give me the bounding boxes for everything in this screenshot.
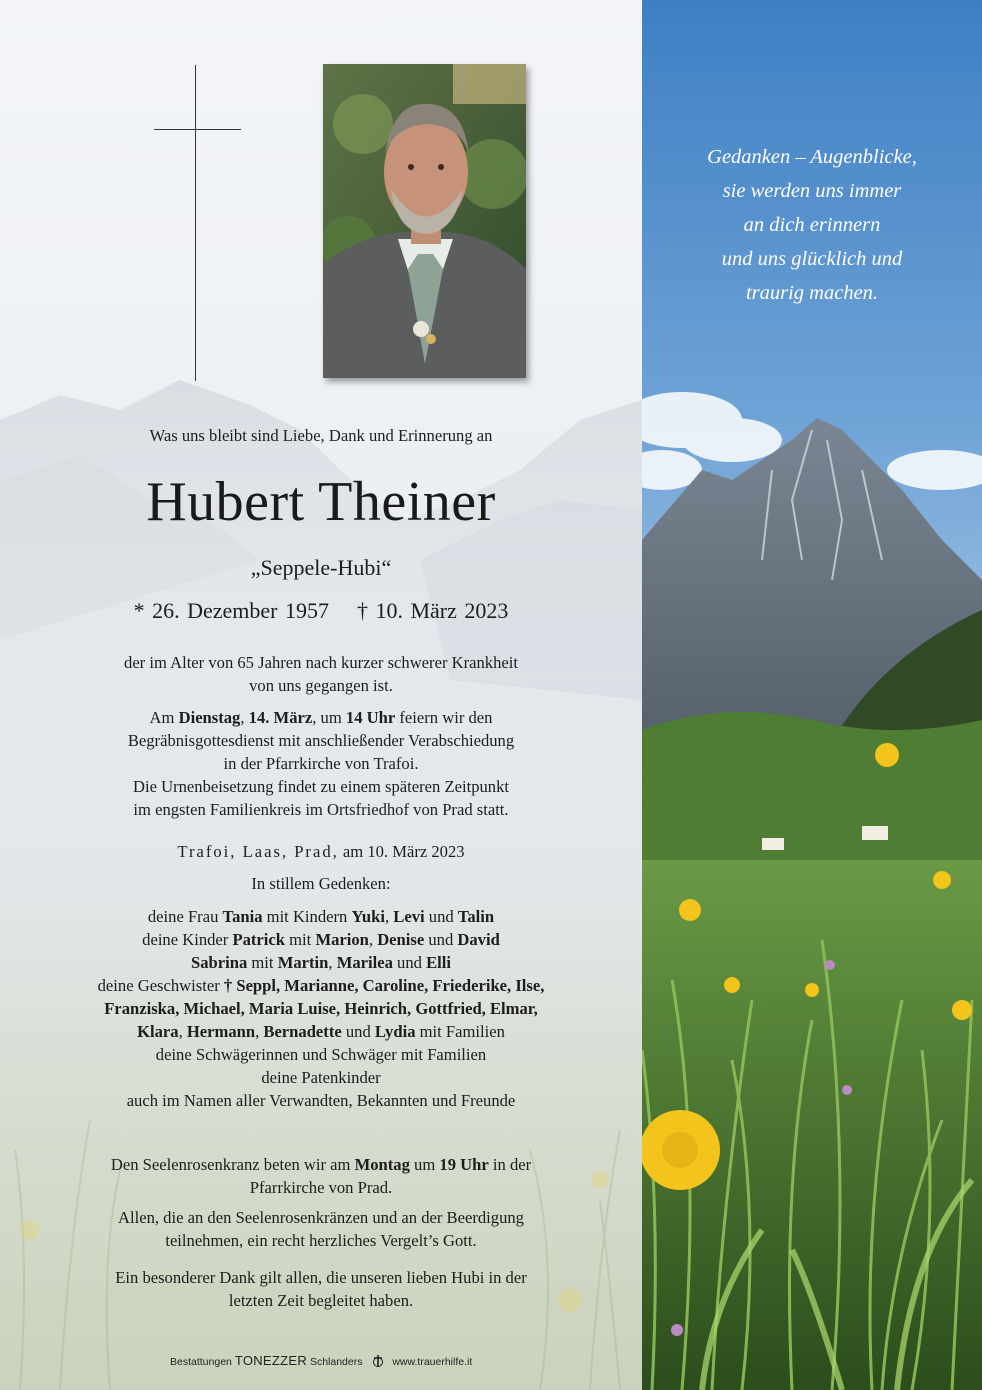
portrait-photo: [323, 64, 526, 378]
mourner-line: Franziska, Michael, Maria Luise, Heinrich, Gottfried, Elmar,: [104, 999, 538, 1018]
funeral-text: [0, 706, 642, 821]
epigraph: Was uns bleibt sind Liebe, Dank und Erinnerung an: [149, 426, 493, 445]
rosary-line: Pfarrkirche von Prad.: [249, 1178, 393, 1197]
mourner-line: auch im Namen aller Verwandten, Bekannten und Freunde: [126, 1091, 516, 1110]
thanks-text: [0, 1206, 642, 1252]
thanks-line: Ein besonderer Dank gilt allen, die unseren lieben Hubi in der: [115, 1268, 527, 1287]
thanks-line: letzten Zeit begleitet haben.: [228, 1291, 414, 1310]
mourner-line: deine Geschwister † Seppl, Marianne, Caroline, Friederike, Ilse,: [97, 976, 545, 995]
mourner-line: deine Kinder Patrick mit Marion, Denise und David: [142, 930, 500, 949]
mourner-line: deine Frau Tania mit Kindern Yuki, Levi und Talin: [147, 907, 495, 926]
quote-line: traurig machen.: [745, 282, 879, 304]
life-dates: [0, 598, 642, 624]
intro-line: von uns gegangen ist.: [249, 676, 393, 695]
funeral-line: Begräbnisgottesdienst mit anschließender Verabschiedung: [127, 731, 515, 750]
place-date: Trafoi, Laas, Prad, am 10. März 2023: [177, 842, 465, 861]
mourner-line: Sabrina mit Martin, Marilea und Elli: [190, 953, 451, 972]
rosary-line: Den Seelenrosenkranz beten wir am Montag um 19 Uhr in der: [110, 1155, 532, 1174]
funeral-home-brand: TONEZZER: [234, 1353, 308, 1368]
trauerhilfe-link[interactable]: www.trauerhilfe.it: [392, 1356, 473, 1368]
deceased-name: Hubert Theiner: [146, 471, 496, 533]
mourners-list: [0, 905, 642, 1112]
intro-line: der im Alter von 65 Jahren nach kurzer schwerer Krankheit: [124, 653, 518, 672]
cross-icon-horizontal: [154, 129, 241, 130]
rosary-text: [0, 1153, 642, 1199]
quote-line: Gedanken – Augenblicke,: [707, 146, 917, 168]
trauerhilfe-logo-icon: [371, 1355, 385, 1367]
memorial-quote: [642, 140, 982, 310]
funeral-line: im engsten Familienkreis im Ortsfriedhof von Prad statt.: [133, 800, 509, 819]
intro-text: [0, 651, 642, 697]
funeral-line: Die Urnenbeisetzung findet zu einem späteren Zeitpunkt: [133, 777, 509, 796]
death-date: † 10. März 2023: [356, 598, 509, 623]
funeral-line: in der Pfarrkirche von Trafoi.: [223, 754, 419, 773]
funeral-line: Am Dienstag, 14. März, um 14 Uhr feiern wir den: [149, 708, 493, 727]
quote-line: und uns glücklich und: [721, 248, 903, 270]
cross-icon-vertical: [195, 65, 196, 381]
landscape-panel: [642, 0, 982, 1390]
birth-date: * 26. Dezember 1957: [133, 598, 329, 623]
thanks-line: Allen, die an den Seelenrosenkränzen und an der Beerdigung: [118, 1208, 524, 1227]
in-memory-heading: In stillem Gedenken:: [251, 874, 391, 893]
funeral-home-footer: Bestattungen TONEZZER Schlanders www.trauerhilfe.it: [170, 1353, 473, 1368]
mourner-line: deine Schwägerinnen und Schwäger mit Familien: [155, 1045, 487, 1064]
mourner-line: Klara, Hermann, Bernadette und Lydia mit Familien: [137, 1022, 505, 1041]
quote-line: sie werden uns immer: [722, 180, 902, 202]
quote-line: an dich erinnern: [743, 214, 881, 236]
nickname: „Seppele-Hubi“: [250, 555, 392, 580]
thanks-line: teilnehmen, ein recht herzliches Vergelt’s Gott.: [165, 1231, 477, 1250]
special-thanks-text: [0, 1266, 642, 1312]
mourner-line: deine Patenkinder: [261, 1068, 381, 1087]
